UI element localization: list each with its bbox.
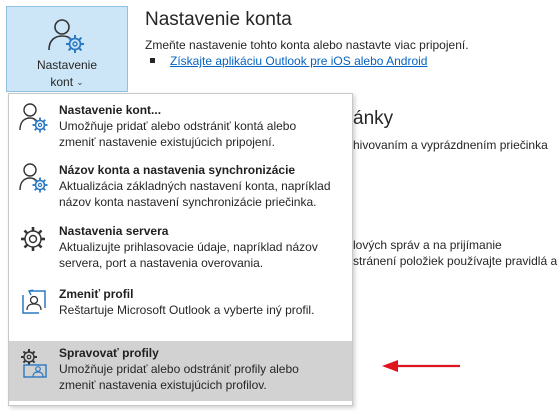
account-settings-button[interactable] [6,6,128,92]
section-title: Nastavenie konta [145,9,292,30]
account-settings-label-1: Nastavenie [36,58,98,72]
menu-item-desc: Reštartuje Microsoft Outlook a vyberte iný profil. [59,303,315,317]
menu-item-desc: servera, port a nastavenia overovania. [59,256,264,270]
account-settings-label-2-text: kont [50,75,74,89]
manage-profiles-icon [19,347,49,379]
menu-item-change-profile[interactable] [9,282,352,326]
menu-item-desc: Umožňuje pridať alebo odstrániť profily alebo [59,362,299,376]
menu-item-title: Názov konta a nastavenia synchronizácie [59,163,296,177]
account-settings-dropdown [8,93,353,406]
section-description: Zmeňte nastavenie tohto konta alebo nastavte viac pripojení. [145,38,469,52]
background-section-heading: ánky [353,108,394,129]
background-text-2: lových správ a na prijímanie [353,238,502,252]
person-gear-icon [47,16,87,56]
background-text-3: stránení položiek používajte pravidlá a [353,254,558,268]
menu-item-account-name-sync[interactable] [9,158,352,214]
menu-item-title: Spravovať profily [59,346,159,360]
menu-item-desc: Aktualizujte prihlasovacie údaje, napríklad názov [59,240,318,254]
menu-item-server-settings[interactable] [9,219,352,275]
person-gear-icon [19,102,49,134]
menu-item-title: Zmeniť profil [59,287,134,301]
bullet-icon [150,58,155,63]
menu-item-desc: zmeniť nastavenie existujúcich pripojení. [59,135,275,149]
person-gear-icon [19,162,49,194]
red-arrow-annotation [382,358,462,374]
menu-item-desc: zmeniť nastavenia existujúcich profilov. [59,378,267,392]
menu-item-desc: Umožňuje pridať alebo odstrániť kontá alebo [59,119,297,133]
menu-item-desc: Aktualizácia základných nastavení konta, napríklad [59,179,331,193]
menu-item-desc: názov konta nastavení synchronizácie priečinka. [59,195,317,209]
background-text-1: hivovaním a vyprázdnením priečinka [353,138,548,152]
menu-item-account-settings[interactable] [9,98,352,154]
chevron-down-icon: ⌄ [76,77,84,87]
switch-profile-icon [19,286,49,318]
menu-item-title: Nastavenia servera [59,224,169,238]
menu-item-manage-profiles[interactable] [9,341,352,401]
account-settings-label-2 [50,75,83,90]
get-outlook-mobile-link[interactable]: Získajte aplikáciu Outlook pre iOS alebo Android [170,54,428,68]
gear-icon [19,223,49,255]
menu-item-title: Nastavenie kont... [59,103,162,117]
